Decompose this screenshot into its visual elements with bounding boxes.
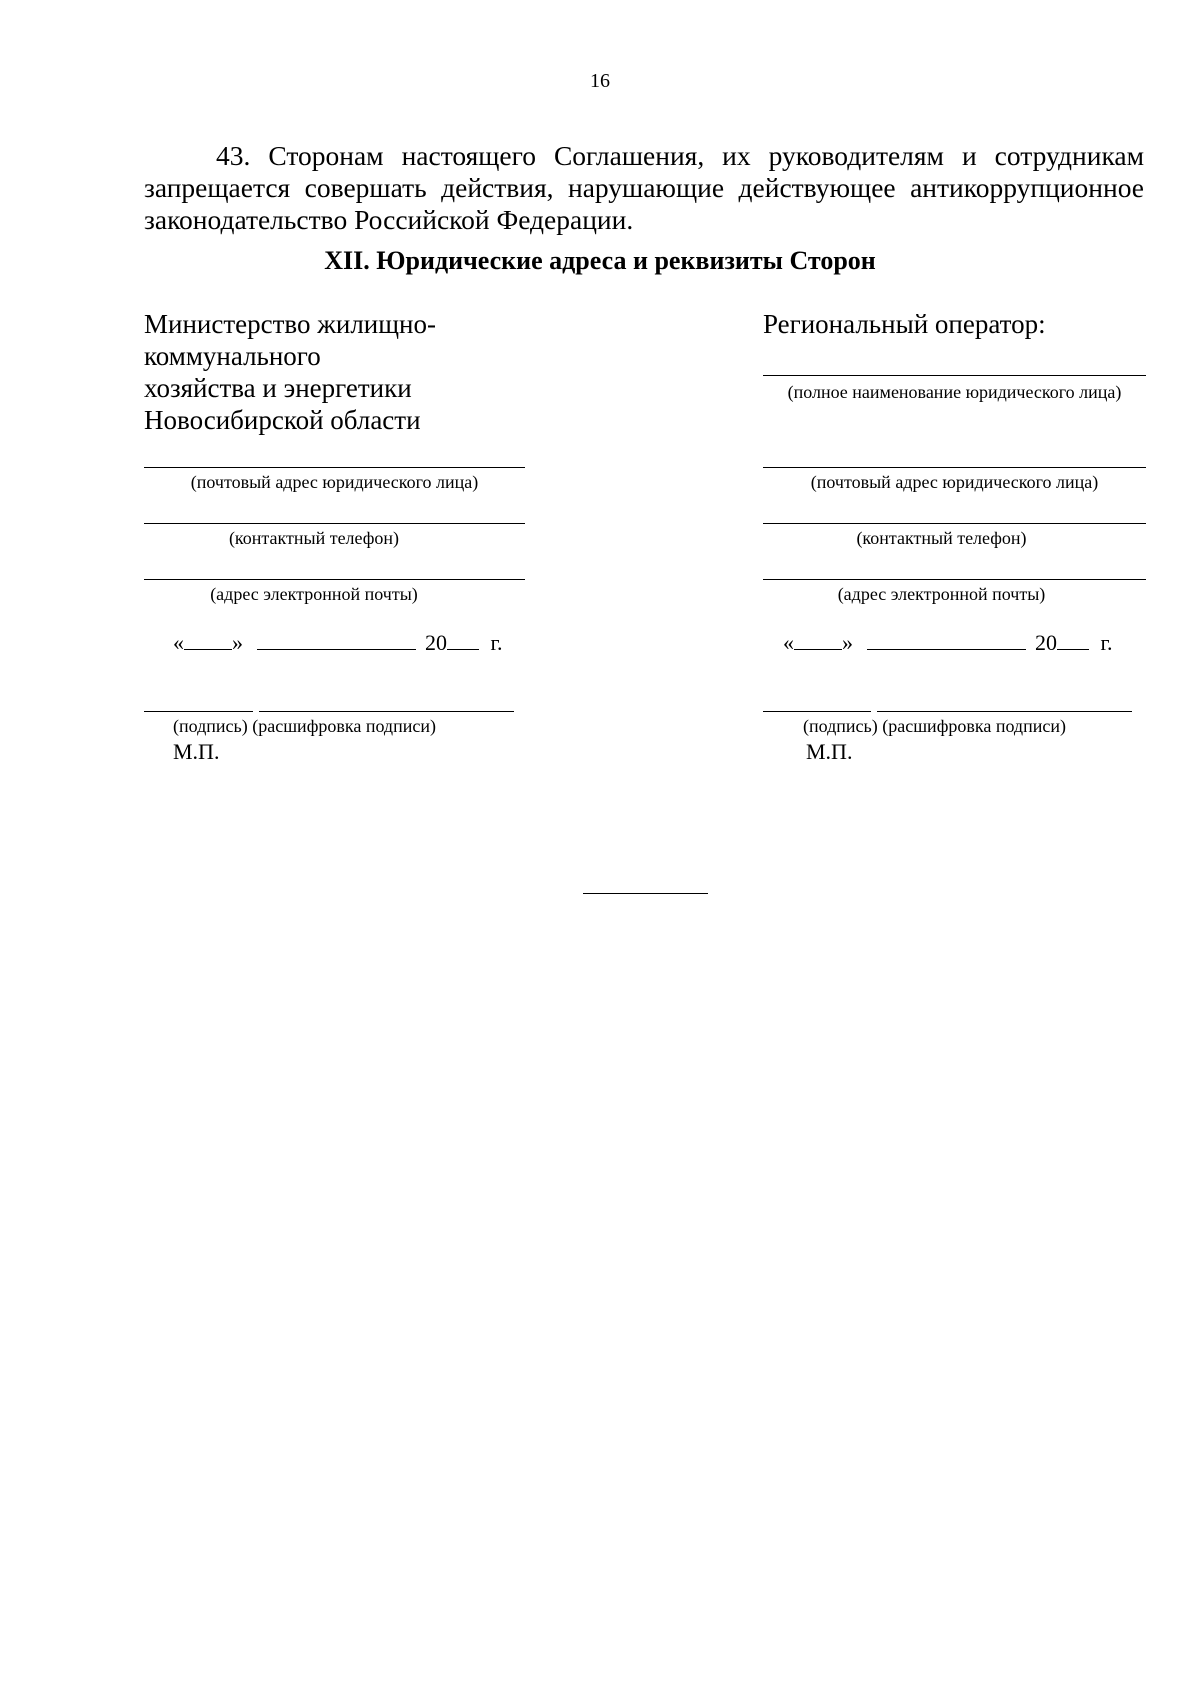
- left-party-name-line: Новосибирской области: [144, 405, 421, 435]
- right-name-caption: (полное наименование юридического лица): [787, 382, 1122, 402]
- right-date-line: [783, 630, 1113, 656]
- left-party-name: [144, 308, 524, 436]
- left-date-year-blank: [447, 648, 479, 650]
- left-date-month-blank: [257, 648, 416, 650]
- right-date-day-blank: [794, 648, 842, 650]
- left-party-name-line: хозяйства и энергетики: [144, 373, 412, 403]
- left-date-line: [173, 630, 503, 656]
- left-date-close-quote: »: [232, 630, 243, 655]
- right-email-caption: (адрес электронной почты): [837, 584, 1046, 604]
- right-signature-line: [763, 711, 871, 712]
- left-email-caption: (адрес электронной почты): [210, 584, 418, 604]
- clause-43-text: 43. Сторонам настоящего Соглашения, их руководителям и сотрудникам запрещается совершать действия, нарушающие действующее антикоррупционное законодательство Российской Федерации.: [144, 139, 1144, 235]
- left-party-name-line: Министерство жилищно-: [144, 309, 436, 339]
- right-signature-transcript-line: [877, 711, 1132, 712]
- right-date-suffix: г.: [1100, 630, 1113, 655]
- right-postal-line: [763, 467, 1146, 468]
- left-date-open-quote: «: [173, 630, 184, 655]
- left-postal-line: [144, 467, 525, 468]
- left-phone-line: [144, 523, 525, 524]
- left-signature-line: [144, 711, 253, 712]
- section-heading: XII. Юридические адреса и реквизиты Сторон: [324, 246, 876, 275]
- left-phone-caption: (контактный телефон): [228, 528, 400, 548]
- right-email-line: [763, 579, 1146, 580]
- right-party-title: Региональный оператор:: [763, 309, 1046, 339]
- right-date-month-blank: [867, 648, 1026, 650]
- left-signature-transcript-line: [259, 711, 514, 712]
- left-date-year: 20: [425, 630, 447, 655]
- right-date-year: 20: [1035, 630, 1057, 655]
- left-date-suffix: г.: [490, 630, 503, 655]
- page-number: 16: [590, 70, 610, 92]
- right-date-open-quote: «: [783, 630, 794, 655]
- right-phone-caption: (контактный телефон): [856, 528, 1027, 548]
- left-party-name-line: коммунального: [144, 341, 321, 371]
- right-phone-line: [763, 523, 1146, 524]
- right-stamp-label: М.П.: [806, 739, 853, 764]
- left-signature-caption: (подпись) (расшифровка подписи): [173, 716, 436, 736]
- right-date-year-blank: [1057, 648, 1089, 650]
- left-date-day-blank: [184, 648, 232, 650]
- end-of-document-rule: [583, 893, 708, 894]
- left-stamp-label: М.П.: [173, 739, 220, 764]
- right-date-close-quote: »: [842, 630, 853, 655]
- left-email-line: [144, 579, 525, 580]
- right-name-line: [763, 375, 1146, 376]
- right-signature-caption: (подпись) (расшифровка подписи): [803, 716, 1066, 736]
- left-postal-caption: (почтовый адрес юридического лица): [190, 472, 479, 492]
- right-postal-caption: (почтовый адрес юридического лица): [810, 472, 1099, 492]
